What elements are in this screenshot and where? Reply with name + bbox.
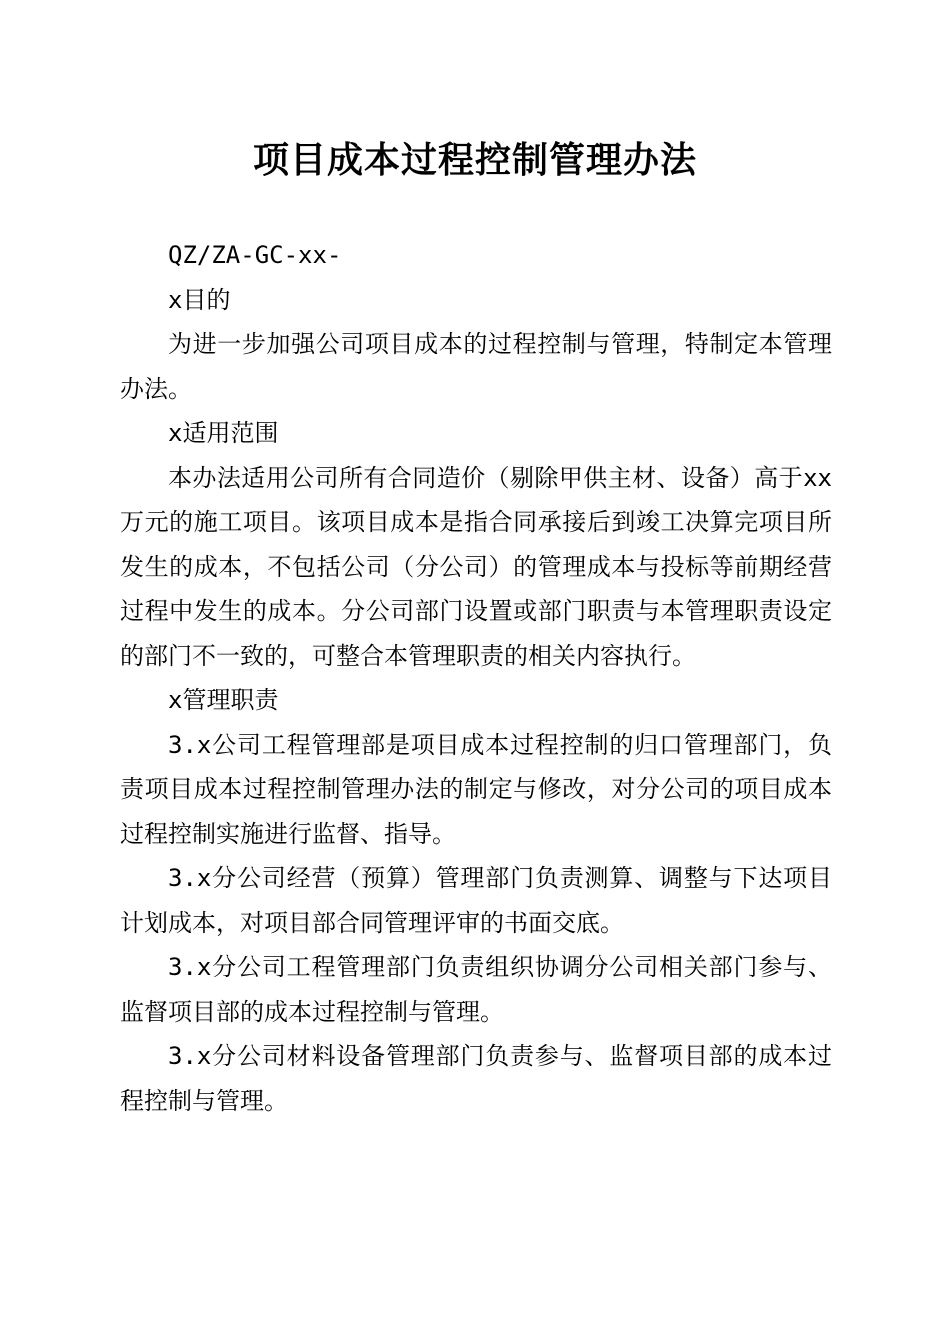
paragraph-scope: 本办法适用公司所有合同造价（剔除甲供主材、设备）高于xx万元的施工项目。该项目成本是指合同承接后到竣工决算完项目所发生的成本，不包括公司（分公司）的管理成本与投标等前期经营过程中发生的成本。分公司部门设置或部门职责与本管理职责设定的部门不一致的，可整合本管理职责的相关内容执行。: [120, 463, 832, 670]
section-heading-responsibilities: x管理职责: [168, 686, 279, 714]
paragraph-responsibility-budget-dept: 3.x分公司经营（预算）管理部门负责测算、调整与下达项目计划成本，对项目部合同管理评审的书面交底。: [120, 864, 832, 937]
document-body: [120, 233, 832, 1123]
paragraph-responsibility-engineering-dept: 3.x公司工程管理部是项目成本过程控制的归口管理部门，负责项目成本过程控制管理办法的制定与修改，对分公司的项目成本过程控制实施进行监督、指导。: [120, 730, 832, 848]
paragraph-responsibility-materials: 3.x分公司材料设备管理部门负责参与、监督项目部的成本过程控制与管理。: [120, 1042, 832, 1115]
paragraph-purpose: 为进一步加强公司项目成本的过程控制与管理，特制定本管理办法。: [120, 330, 832, 403]
paragraph-responsibility-branch-engineering: 3.x分公司工程管理部门负责组织协调分公司相关部门参与、监督项目部的成本过程控制与管理。: [120, 953, 832, 1026]
document-code: QZ/ZA-GC-xx-: [168, 241, 342, 269]
section-heading-purpose: x目的: [168, 285, 231, 314]
section-heading-scope: x适用范围: [168, 419, 279, 447]
document-title: 项目成本过程控制管理办法: [252, 139, 697, 181]
